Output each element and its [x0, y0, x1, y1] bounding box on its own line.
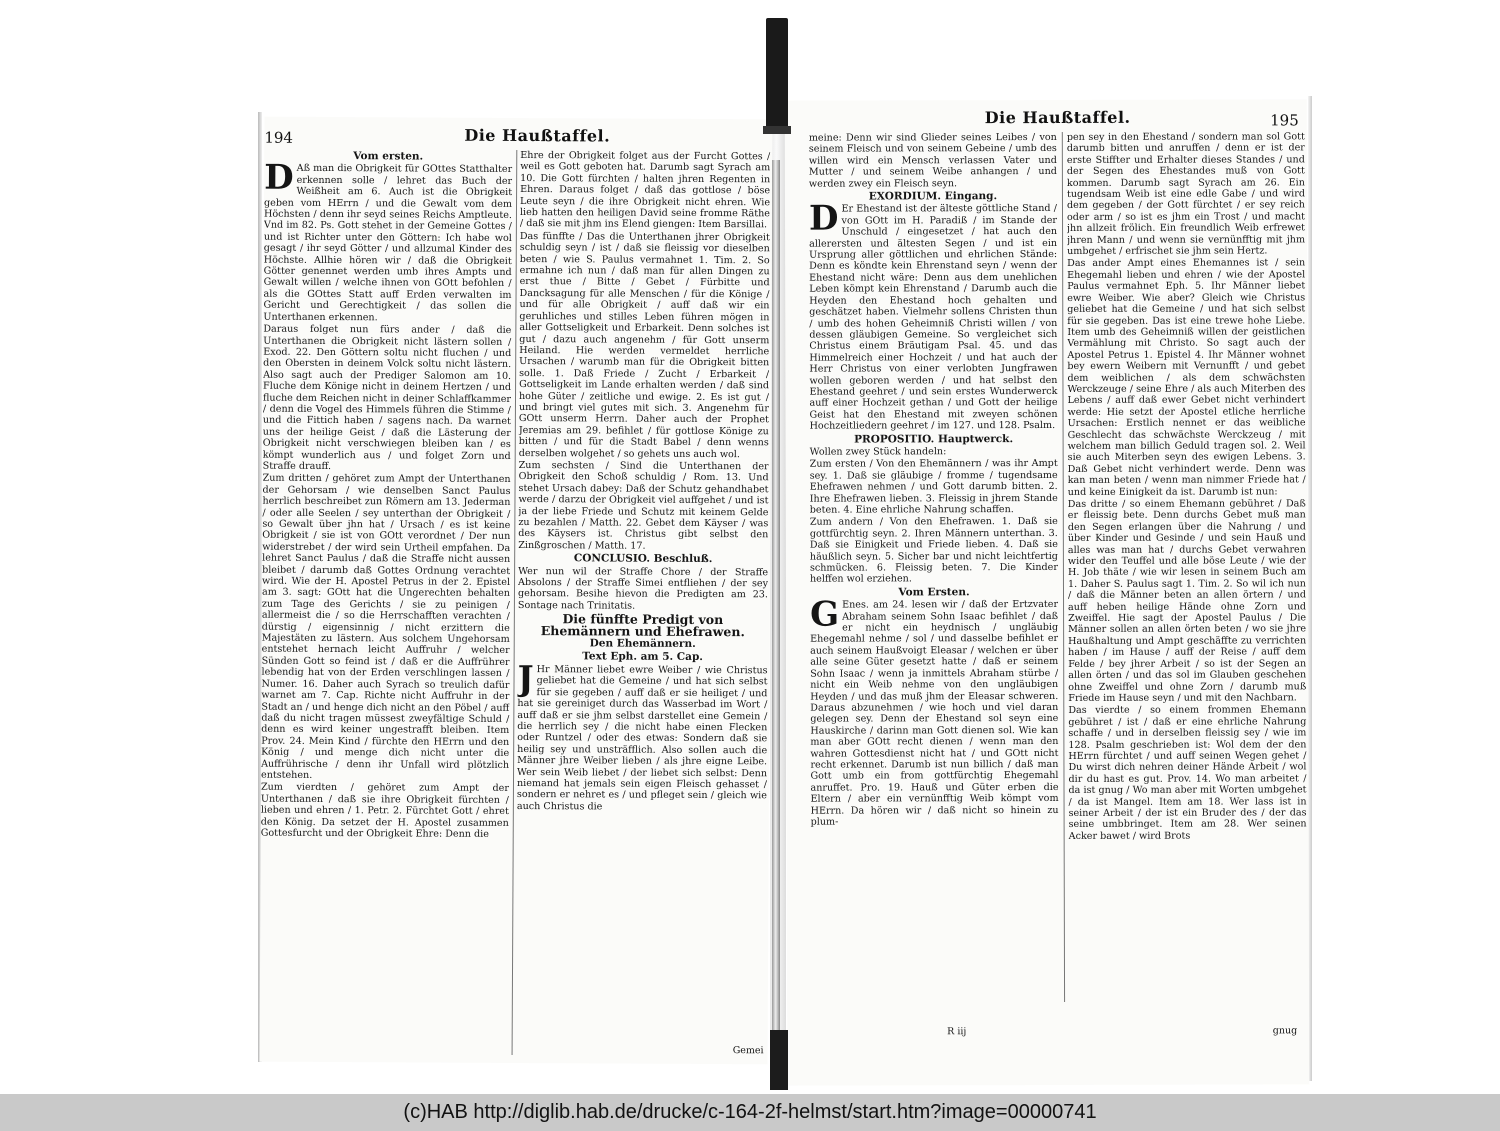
paragraph-text: Er Ehestand ist der älteste göttliche Stand / von GOtt im H. Paradiß / im Stande der Unschuld / eingesetzet / hat auch den allerersten und ältesten Segen / und ist ein Ursprung aller göttlichen und ehrlichen Stände: Denn es köndte kein Ehrenstand seyn / wenn der Ehestand nicht wäre: Denn aus dem unehlichen Leben kömpt kein Ehrenstand / Darumb auch die Heyden den Ehestand hoch gehalten und geschätzet haben. Vielmehr sollens Christen thun / umb des hohen Geheimniß Christi willen / von dessen gläubigen Gemeine. So vergleichet sich Christus einem Bräutigam Psal. 45. und das Himmelreich einer Hochzeit / und hat auch der Herr Christus von einer verlobten Jungfrawen wollen geboren werden / und hat selbst den Ehestand geehret / und sein erstes Wunderwerck auff einer Hochzeit gethan / und Gott der heilige Geist hat den Ehestand mit zweyen schönen Hochzeitliedern geehret / im 127. und 128. Psalm.: [809, 203, 1058, 432]
paragraph-with-initial: [516, 658, 768, 814]
section-heading: PROPOSITIO. Hauptwerck.: [854, 432, 1014, 446]
credit-text: (c)HAB http://diglib.hab.de/drucke/c-164-2f-helmst/start.htm?image=00000741: [403, 1101, 1097, 1123]
bottom-book-clip: [770, 1030, 788, 1090]
left-page: [260, 117, 773, 1065]
section-heading: EXORDIUM. Eingang.: [868, 190, 998, 203]
paragraph: Ehre der Obrigkeit folget aus der Furcht Gottes / weil es Gott geboten hat. Darumb sagt Syrach am 10. Die Gott fürchten / halten jhren Regenten in Ehren. Daraus folget / daß das gottlose / böse Leute seyn / die ihre Obrigkeit nicht ehren. Wie lieb hatten den heiligen David seine fromme Räthe / daß sie mit jhm ins Elend giengen: Item Barsillai.: [519, 150, 771, 231]
paragraph: Das ander Ampt eines Ehemannes ist / sein Ehegemahl lieben und ehren / wie der Apostel Paulus vermahnet Eph. 5. Ihr Männer liebet ewre Weiber. Wie aber? Gleich wie Christus geliebet hat die Gemeine / und hat sich selbst für sie gegeben. Das ist eine trewe hohe Liebe. Item umb des Geheimniß willen der geistlichen Vermählung mit Christo. So sagt auch der Apostel Petrus 1. Epistel 4. Ihr Männer wohnet bey ewern Weibern mit Vernunfft / und gebet dem weiblichen / als dem schwächsten Werckzeuge / seine Ehre / als auch Miterben des Lebens / auff daß ewer Gebet nicht verhindert werde: Hie setzt der Apostel etliche herrliche Ursachen: Erstlich nennet er das weibliche Geschlecht das schwächste Werckzeug / mit welchem man billich Geduld tragen sol. 2. Weil sie auch Miterben seyn des ewigen Lebens. 3. Daß Gebet nicht verhindert werde. Denn was kan man beten / wenn man nimmer Friede hat / und keine Einigkeit da ist. Darumb ist nun:: [1067, 257, 1306, 498]
paragraph: Zum dritten / gehöret zum Ampt der Unterthanen der Gehorsam / wie denselben Sanct Paulus herrlich beschreibet zun Römern am 13. Jederman / oder alle Seelen / sey unterthan der Obrigkeit / so Gewalt über jhn hat / Ursach / es ist keine Obrigkeit / sie ist von GOtt verordnet / Der nun widerstrebet / der wird sein Urtheil empfahen. Da lehret Sanct Paulus / daß die Straffe nicht aussen bleibet / darumb daß Gottes Ordnung verachtet wird. Wie der H. Apostel Petrus in der 2. Epistel am 3. sagt: GOtt hat die Ungerechten behalten zum Tage des Gerichts / sie zu peinigen / allermeist die / so die Herrschafften verachten / dürstig / eigensinnig / nicht erzittern die Majestäten zu lästern. Aus solchem Ungehorsam entstehet hernach leicht Auffruhr / welcher Sünden Gott so feind ist / daß er die Auffrührer lebendig hat von der Erden verschlingen lassen / Numer. 16. Daher auch Syrach so treulich dafür warnet am 7. Cap. Richte nicht Auffruhr in der Stadt an / und henge dich nicht an den Pöbel / auff daß du nicht tragen müssest zweyfältige Schuld / denn es wird keiner ungestrafft bleiben. Item Prov. 24. Mein Kind / fürchte den HErrn und den König / und menge dich nicht unter die Auffrührische / denn ihr Unfall wird plötzlich entstehen.: [261, 473, 511, 781]
left-page-number: 194: [264, 128, 294, 147]
top-book-clip: [766, 18, 788, 128]
paragraph: meine: Denn wir sind Glieder seines Leibes / von seinem Fleisch und von seinem Gebeine / umb des willen wird ein Mensch verlassen Vater und Mutter / und seinem Weibe anhangen / und werden zwey ein Fleisch seyn.: [808, 131, 1057, 190]
initial-letter: G: [810, 594, 840, 635]
section-heading: Vom Ersten.: [898, 586, 970, 599]
paragraph-with-initial: [263, 158, 513, 324]
credit-bar: [0, 1094, 1500, 1131]
paragraph-with-initial: [810, 594, 1059, 828]
section-heading: Vom ersten.: [353, 150, 424, 163]
section-heading: Den Ehemännern.: [589, 637, 696, 651]
paragraph: Das dritte / so einem Ehemann gebühret / Daß er fleissig bete. Denn durchs Gebet muß man den Segen erlangen über die Nahrung / und über Kinder und Gesinde / und sein Hauß und alles was man hat / durchs Gebet verwahren wider den Teuffel und alle böse Leute / wie der H. Job thäte / wie wir lesen in seinem Buch am 1. Daher S. Paulus sagt 1. Tim. 2. So wil ich nun / daß die Männer beten an allen örtern / und auff heben heilige Hände ohne Zorn und Zweiffel. Hie sagt der Apostel Paulus / Die Männer sollen an allen örten beten / wo sie jhre Haußhaltung und Ampt geschäffte zu verrichten haben / im Hause / auff der Reise / auff dem Felde / bey jhrer Arbeit / so ist der Segen an allen örten / und das sol im Glauben geschehen ohne Zweiffel und ohne Zorn / darumb muß Friede im Hause seyn / und mit den Nachbarn.: [1067, 498, 1307, 704]
paragraph-text: Enes. am 24. lesen wir / daß der Ertzvater Abraham seinem Sohn Isaac befihlet / daß er nicht ein heydnisch / ungläubig Ehegemahl nehme / sol / und dasselbe befihlet er auch seinem Haußvoigt Eleasar / welchen er über alle seine Güter gesetzt hatte / daß er seinem Sohn Isaac / wenn ja inmittels Abraham stürbe / nicht ein Weib nehme von den ungläubigen Heyden / und das muß jhm der Eleasar schweren. Daraus abzunehmen / wie hoch und viel daran gelegen sey. Denn der Ehestand sol seyn eine Hauskirche / darinn man Gott dienen sol. Wie kan man aber GOtt recht dienen / wenn man den wahren Gottesdienst nicht hat / und GOtt nicht recht erkennet. Darumb ist nun billich / daß man Gott umb ein from gottfürchtig Ehegemahl anruffet. Pro. 19. Hauß und Güter erben die Eltern / aber ein vernünfftig Weib kömpt vom HErrn. Da hören wir / daß nicht so hinein zu plum-: [810, 599, 1059, 828]
paragraph: Zum sechsten / Sind die Unterthanen der Obrigkeit den Schoß schuldig / Rom. 13. Und stehet Ursach dabey: Daß der Schutz gehandhabet werde / darzu der Obrigkeit viel auffgehet / und ist ja der liebe Friede und Schutz mit keinem Gelde zu bezahlen / Matth. 22. Gebet dem Käyser / was des Käysers ist. Christus gibt selbst den Zinßgroschen / Matth. 17.: [518, 459, 769, 552]
paragraph: Daraus folget nun fürs ander / daß die Unterthanen die Obrigkeit nicht lästern sollen / Exod. 22. Den Göttern soltu nicht fluchen / und den Obersten in deinem Volck soltu nicht lästern. Also sagt auch der Prediger Salomon am 10. Fluche dem Könige nicht in deinem Hertzen / und fluche dem Reichen nicht in deiner Schlaffkammer / denn die Vogel des Himmels führen die Stimme / und die Fittich haben / sagens nach. Da warnet uns der heilige Geist / daß die Lästerung der Obrigkeit nicht verschwiegen bleiben kan / es kömpt wunderlich aus / und folget Zorn und Straffe drauff.: [262, 323, 512, 472]
paragraph: Das vierdte / so einem frommen Ehemann gebühret / ist / daß er eine ehrliche Nahrung schaffe / und in derselben fleissig sey / wie im 128. Psalm geschrieben ist: Wol dem der den HErrn fürchtet / und auff seinen Wegen gehet / Du wirst dich nehren deiner Hände Arbeit / wol dir du hast es gut. Prov. 14. Wo man arbeitet / da ist gnug / Wo man aber mit Worten umbgehet / da ist Mangel. Item am 18. Wer lass ist in seiner Arbeit / der ist ein Bruder des / der das seine umbbringet. Item am 28. Wer seinen Acker bawet / wird Brots: [1068, 704, 1307, 842]
left-catchword: Gemei: [732, 1045, 764, 1057]
right-catchword: gnug: [1272, 1025, 1298, 1037]
left-running-title: Die Haußtaffel.: [464, 125, 611, 146]
paragraph: Zum vierdten / gehöret zum Ampt der Unterthanen / daß sie ihre Obrigkeit fürchten / lieben und ehren / 1. Petr. 2. Fürchtet Gott / ehret den König. Da setzet der H. Apostel zusammen Gottesfurcht und der Obrigkeit Ehre: Denn die: [260, 782, 509, 840]
initial-letter: J: [517, 658, 534, 699]
paragraph: Das fünffte / Das die Unterthanen jhrer Obrigkeit schuldig seyn / ist / daß sie fleissig vor dieselben beten / wie S. Paulus vermahnet 1. Tim. 2. So ermahne ich nun / daß man für allen Dingen zu erst thue / Bitte / Gebet / Fürbitte und Dancksagung für alle Menschen / für die Könige / und für alle Obrigkeit / auff daß wir ein geruhliches und stilles Leben führen mögen in aller Gottseligkeit und Erbarkeit. Denn solches ist gut / dazu auch angenehm / für Gott unserm Heiland. Hie werden vermeldet herrliche Ursachen / warumb man für die Obrigkeit bitten solle. 1. Daß Friede / Zucht / Erbarkeit / Gottseligkeit im Lande erhalten werden / daß sind hohe Güter / zeitliche und ewige. 2. Es ist gut / und bringt viel gutes mit sich. 3. Angenehm für GOtt unserm Herrn. Daher auch der Prophet Jeremias am 29. befihlet / für gottlose Könige zu bitten / und für die Stadt Babel / denn wenns derselben wolgehet / so gehets uns auch wol.: [518, 230, 770, 460]
section-heading: Text Eph. am 5. Cap.: [582, 650, 704, 664]
section-heading: CONCLUSIO. Beschluß.: [573, 552, 713, 566]
left-column-b: [516, 150, 771, 1056]
right-page: [785, 99, 1310, 1085]
initial-letter: D: [808, 198, 839, 240]
left-column-a: [260, 149, 513, 1040]
right-column-a: [809, 132, 1059, 1003]
section-heading: Die fünffte Predigt von Ehemännern und Ehefrawen.: [540, 611, 745, 639]
right-running-title: Die Haußtaffel.: [984, 107, 1131, 128]
paragraph: Wollen zwey Stück handeln:: [809, 446, 947, 458]
paragraph: Zum ersten / Von den Ehemännern / was ihr Ampt sey. 1. Daß sie gläubige / fromme / tugendsame Ehefrawen nehmen / und Gott darumb bitten. 2. Ihre Ehefrawen lieben. 3. Fleissig in jhrem Stande beten. 4. Eine ehrliche Nahrung schaffen.: [809, 458, 1058, 516]
right-signature-mark: R iij: [947, 1026, 967, 1038]
right-page-number: 195: [1270, 111, 1299, 130]
paragraph: Zum andern / Von den Ehefrawen. 1. Daß sie gottfürchtig seyn. 2. Ihren Männern unterthan. 3. Daß sie Einigkeit und Friede lieben. 4. Daß sie häußlich seyn. 5. Sicher bar und nicht leichtfertig schmücken. 6. Fleissig beten. 7. Die Kinder helffen wol erziehen.: [809, 516, 1058, 586]
right-column-rule: [1062, 132, 1065, 1002]
binding-rod: [772, 160, 780, 1060]
paragraph: pen sey in den Ehestand / sondern man sol Gott darumb bitten und anruffen / denn er ist der erste Stiffter und Erhalter dieses Standes / und der Segen des Ehestandes muß von Gott kommen. Darumb sagt Syrach am 26. Ein tugendsam Weib ist eine edle Gabe / und wird dem gegeben / der Gott fürchtet / er sey reich oder arm / so ist es jhm ein Trost / und macht jhn allzeit frölich. Ein freundlich Weib erfrewet jhren Mann / und wenn sie vernünfftig mit jhm umbgehet / erfrischet sie jhm sein Hertz.: [1066, 131, 1306, 258]
paragraph-text: Hr Männer liebet ewre Weiber / wie Christus geliebet hat die Gemeine / und hat sich selbst für sie gegeben / auff daß er sie heiliget / und hat sie gereiniget durch das Wasserbad im Wort / auff daß er sie jhm selbst darstellet eine Gemein / die herrlich sey / die nicht habe einen Flecken oder Runtzel / oder des etwas: Sondern daß sie heilig sey und unsträfflich. Also sollen auch die Männer jhre Weiber lieben / als jhre eigne Leibe. Wer sein Weib liebet / der liebet sich selbst: Denn niemand hat jemals sein eigen Fleisch gehasset / sondern er nehret es / und pfleget sein / gleich wie auch Christus die: [516, 663, 768, 813]
paragraph-with-initial: [808, 198, 1058, 432]
paragraph-text: Aß man die Obrigkeit für GOttes Statthalter erkennen solle / lehret das Buch der Weißheit am 6. Auch ist die Obrigkeit geben vom HErrn / und die Gewalt vom dem Höchsten / denn ihr seyd seines Reichs Amptleute. Vnd im 82. Ps. Gott stehet in der Gemeine Gottes / und ist Richter unter den Göttern: Ich habe wol gesagt / ihr seyd Götter / und allzumal Kinder des Höchste. Allhie hören wir / daß die Obrigkeit Götter genennet werden umb ihres Ampts und Gewalt willen / welche ihnen von GOtt befohlen / als die GOttes Statt auff Erden verwalten im Gericht und Gerechtigkeit / das sollen die Unterthanen erkennen.: [263, 163, 513, 323]
initial-letter: D: [264, 158, 294, 199]
paragraph: Wer nun wil der Straffe Chore / der Straffe Absolons / der Straffe Simei entfliehen / der sey gehorsam. Besihe hievon die Predigten am 23. Sontage nach Trinitatis.: [517, 565, 769, 612]
right-column-b: [1067, 131, 1307, 1002]
